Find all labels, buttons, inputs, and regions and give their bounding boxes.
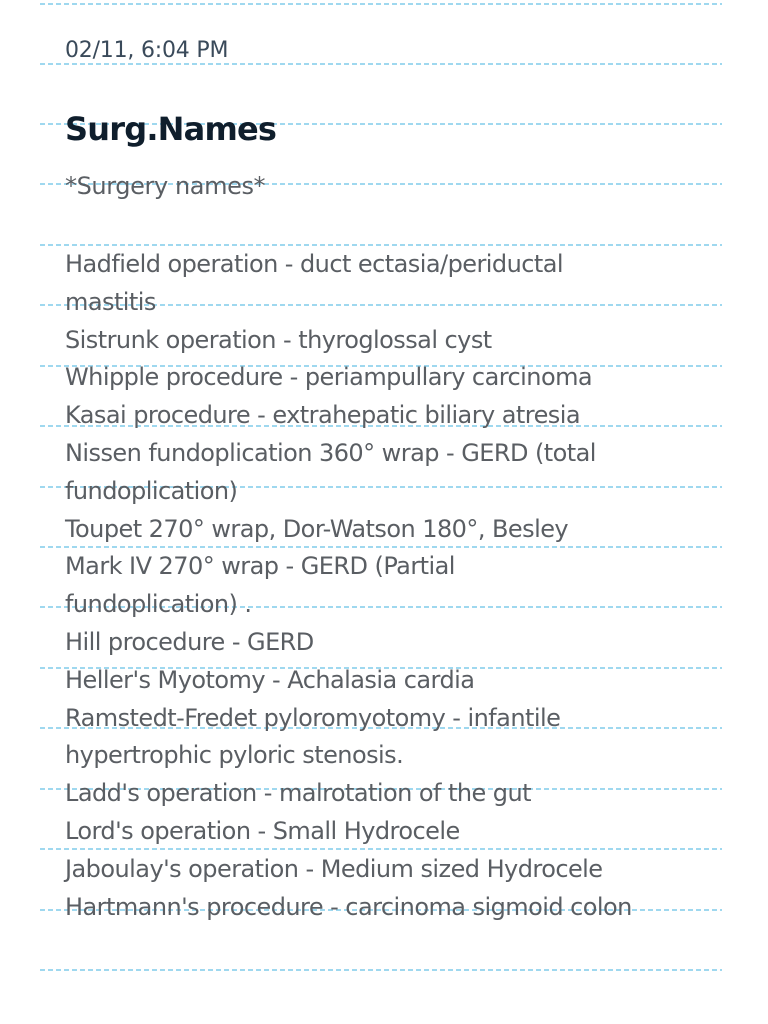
note-line[interactable]: Mark IV 270° wrap - GERD (Partial [65,552,455,581]
note-timestamp: 02/11, 6:04 PM [65,38,229,63]
note-line[interactable]: mastitis [65,287,156,316]
note-line[interactable]: Ladd's operation - malrotation of the gut [65,779,532,808]
note-line[interactable]: Hartmann's procedure - carcinoma sigmoid colon [65,892,632,921]
note-line[interactable]: Whipple procedure - periampullary carcinoma [65,363,593,392]
note-line[interactable]: fundoplication) . [65,590,252,619]
note-title[interactable]: Surg.Names [65,110,277,148]
note-line[interactable]: Toupet 270° wrap, Dor-Watson 180°, Besley [65,514,569,543]
note-line[interactable]: Hadfield operation - duct ectasia/periductal [65,250,564,278]
note-line[interactable]: fundoplication) [65,476,238,505]
note-line[interactable]: hypertrophic pyloric stenosis. [65,741,404,770]
note-line[interactable]: Jaboulay's operation - Medium sized Hydrocele [65,854,603,883]
note-body[interactable] [65,246,632,926]
note-line[interactable]: Ramstedt-Fredet pyloromyotomy - infantile [65,703,561,732]
note-line[interactable]: Heller's Myotomy - Achalasia cardia [65,665,475,694]
note-line[interactable]: Nissen fundoplication 360° wrap - GERD (total [65,438,596,467]
note-line[interactable]: Sistrunk operation - thyroglossal cyst [65,325,492,354]
note-line[interactable]: Hill procedure - GERD [65,627,314,656]
note-line[interactable]: Kasai procedure - extrahepatic biliary atresia [65,401,581,430]
note-line[interactable]: Lord's operation - Small Hydrocele [65,816,460,845]
note-subtitle[interactable]: *Surgery names* [65,172,266,200]
